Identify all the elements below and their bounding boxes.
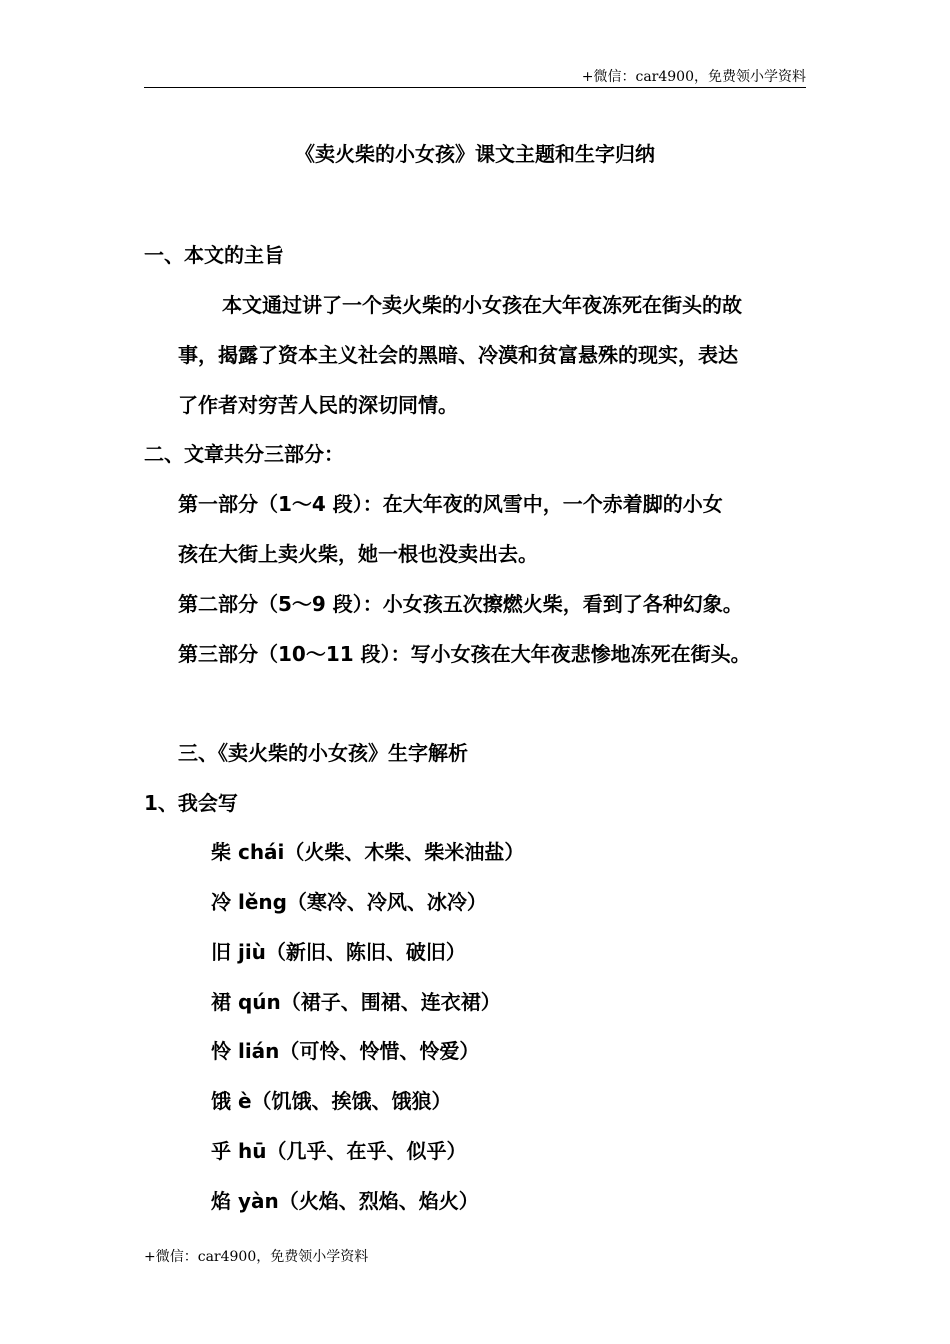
vocab-item: 怜 lián（可怜、怜惜、怜爱） bbox=[211, 1039, 480, 1063]
vocab-item: 柴 chái（火柴、木柴、柴米油盐） bbox=[211, 840, 525, 864]
header-divider bbox=[144, 87, 806, 88]
page-title: 《卖火柴的小女孩》课文主题和生字归纳 bbox=[295, 142, 655, 166]
section2-line: 第一部分（1～4 段）：在大年夜的风雪中，一个赤着脚的小女 bbox=[178, 492, 723, 516]
section2-line: 第三部分（10～11 段）：写小女孩在大年夜悲惨地冻死在街头。 bbox=[178, 642, 751, 666]
vocab-item: 饿 è（饥饿、挨饿、饿狼） bbox=[211, 1089, 452, 1113]
header-note: +微信：car4900，免费领小学资料 bbox=[581, 69, 806, 85]
section1-heading: 一、本文的主旨 bbox=[144, 243, 284, 267]
footer-note: +微信：car4900，免费领小学资料 bbox=[144, 1249, 369, 1265]
section3-subheading: 1、我会写 bbox=[144, 791, 238, 815]
section1-line: 事，揭露了资本主义社会的黑暗、冷漠和贫富悬殊的现实，表达 bbox=[178, 343, 738, 367]
section2-heading: 二、文章共分三部分： bbox=[144, 442, 344, 466]
section1-line: 了作者对穷苦人民的深切同情。 bbox=[178, 393, 458, 417]
section2-line: 第二部分（5～9 段）：小女孩五次擦燃火柴，看到了各种幻象。 bbox=[178, 592, 743, 616]
vocab-item: 冷 lěng（寒冷、冷风、冰冷） bbox=[211, 890, 487, 914]
section1-line: 本文通过讲了一个卖火柴的小女孩在大年夜冻死在街头的故 bbox=[222, 293, 742, 317]
section2-line: 孩在大街上卖火柴，她一根也没卖出去。 bbox=[178, 542, 538, 566]
vocab-item: 裙 qún（裙子、围裙、连衣裙） bbox=[211, 990, 501, 1014]
vocab-item: 乎 hū（几乎、在乎、似乎） bbox=[211, 1139, 467, 1163]
vocab-item: 焰 yàn（火焰、烈焰、焰火） bbox=[211, 1189, 479, 1213]
section3-heading: 三、《卖火柴的小女孩》生字解析 bbox=[178, 741, 468, 765]
vocab-item: 旧 jiù（新旧、陈旧、破旧） bbox=[211, 940, 466, 964]
